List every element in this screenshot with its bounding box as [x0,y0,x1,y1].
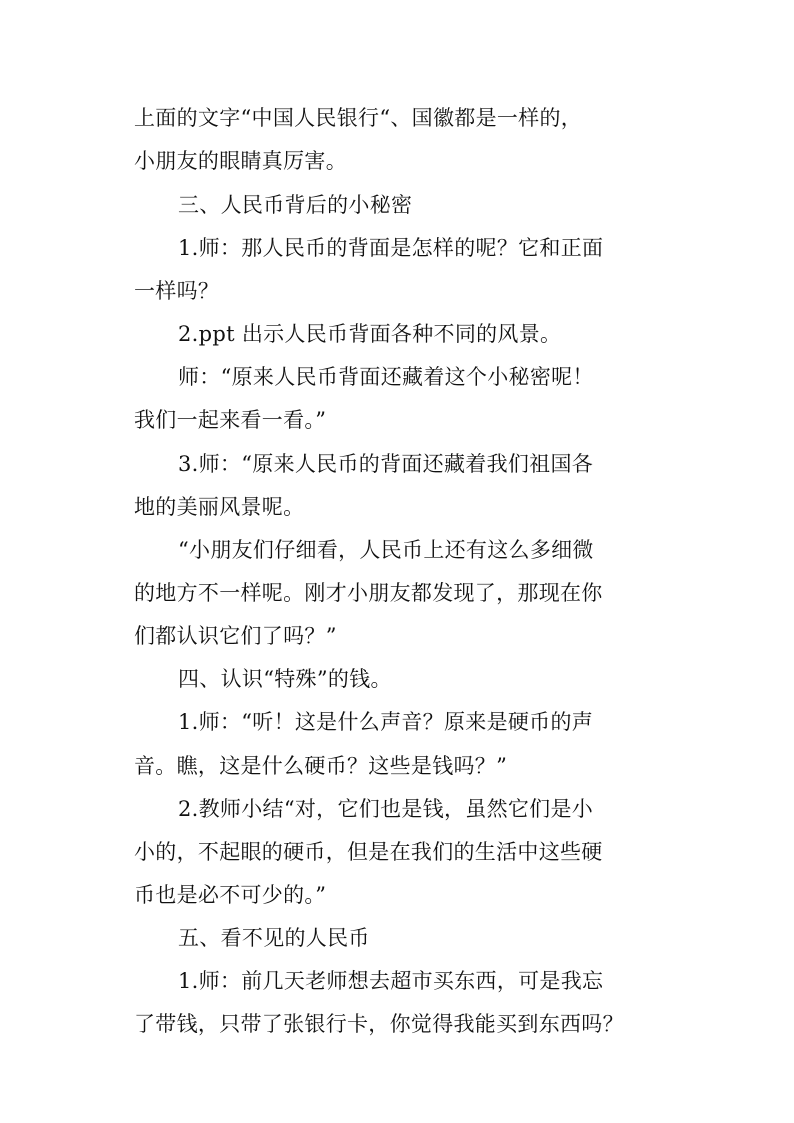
text-line: 小朋友的眼睛真厉害。 [134,149,347,173]
text-line: 音。瞧，这是什么硬币？这些是钱吗？” [134,754,508,778]
section-heading: 五、看不见的人民币 [178,926,370,950]
text-line: 1.师：前几天老师想去超市买东西，可是我忘 [178,969,604,993]
text-line: 师：“原来人民币背面还藏着这个小秘密呢！ [178,365,594,389]
text-line: 我们一起来看一看。” [134,408,327,432]
section-heading: 四、认识“特殊”的钱。 [178,667,392,691]
section-heading: 三、人民币背后的小秘密 [178,193,413,217]
text-line: 地的美丽风景呢。 [134,495,305,519]
text-line: 小的，不起眼的硬币，但是在我们的生活中这些硬 [134,840,603,864]
text-line: 上面的文字“中国人民银行“、国徽都是一样的， [134,106,583,130]
text-line: 2.教师小结“对，它们也是钱，虽然它们是小 [178,797,594,821]
text-line: 1.师：“听！这是什么声音？原来是硬币的声 [178,710,594,734]
text-line: 币也是必不可少的。” [134,883,327,907]
text-line: 的地方不一样呢。刚才小朋友都发现了，那现在你 [134,581,603,605]
text-line: 一样吗？ [134,279,220,303]
text-line: 了带钱，只带了张银行卡，你觉得我能买到东西吗？ [134,1012,624,1036]
text-line: 3.师：“原来人民币的背面还藏着我们祖国各 [178,452,594,476]
text-line: “小朋友们仔细看，人民币上还有这么多细微 [178,538,594,562]
text-line: 们都认识它们了吗？” [134,624,337,648]
text-line: 1.师：那人民币的背面是怎样的呢？它和正面 [178,236,604,260]
text-line: 2.ppt 出示人民币背面各种不同的风景。 [178,322,562,346]
